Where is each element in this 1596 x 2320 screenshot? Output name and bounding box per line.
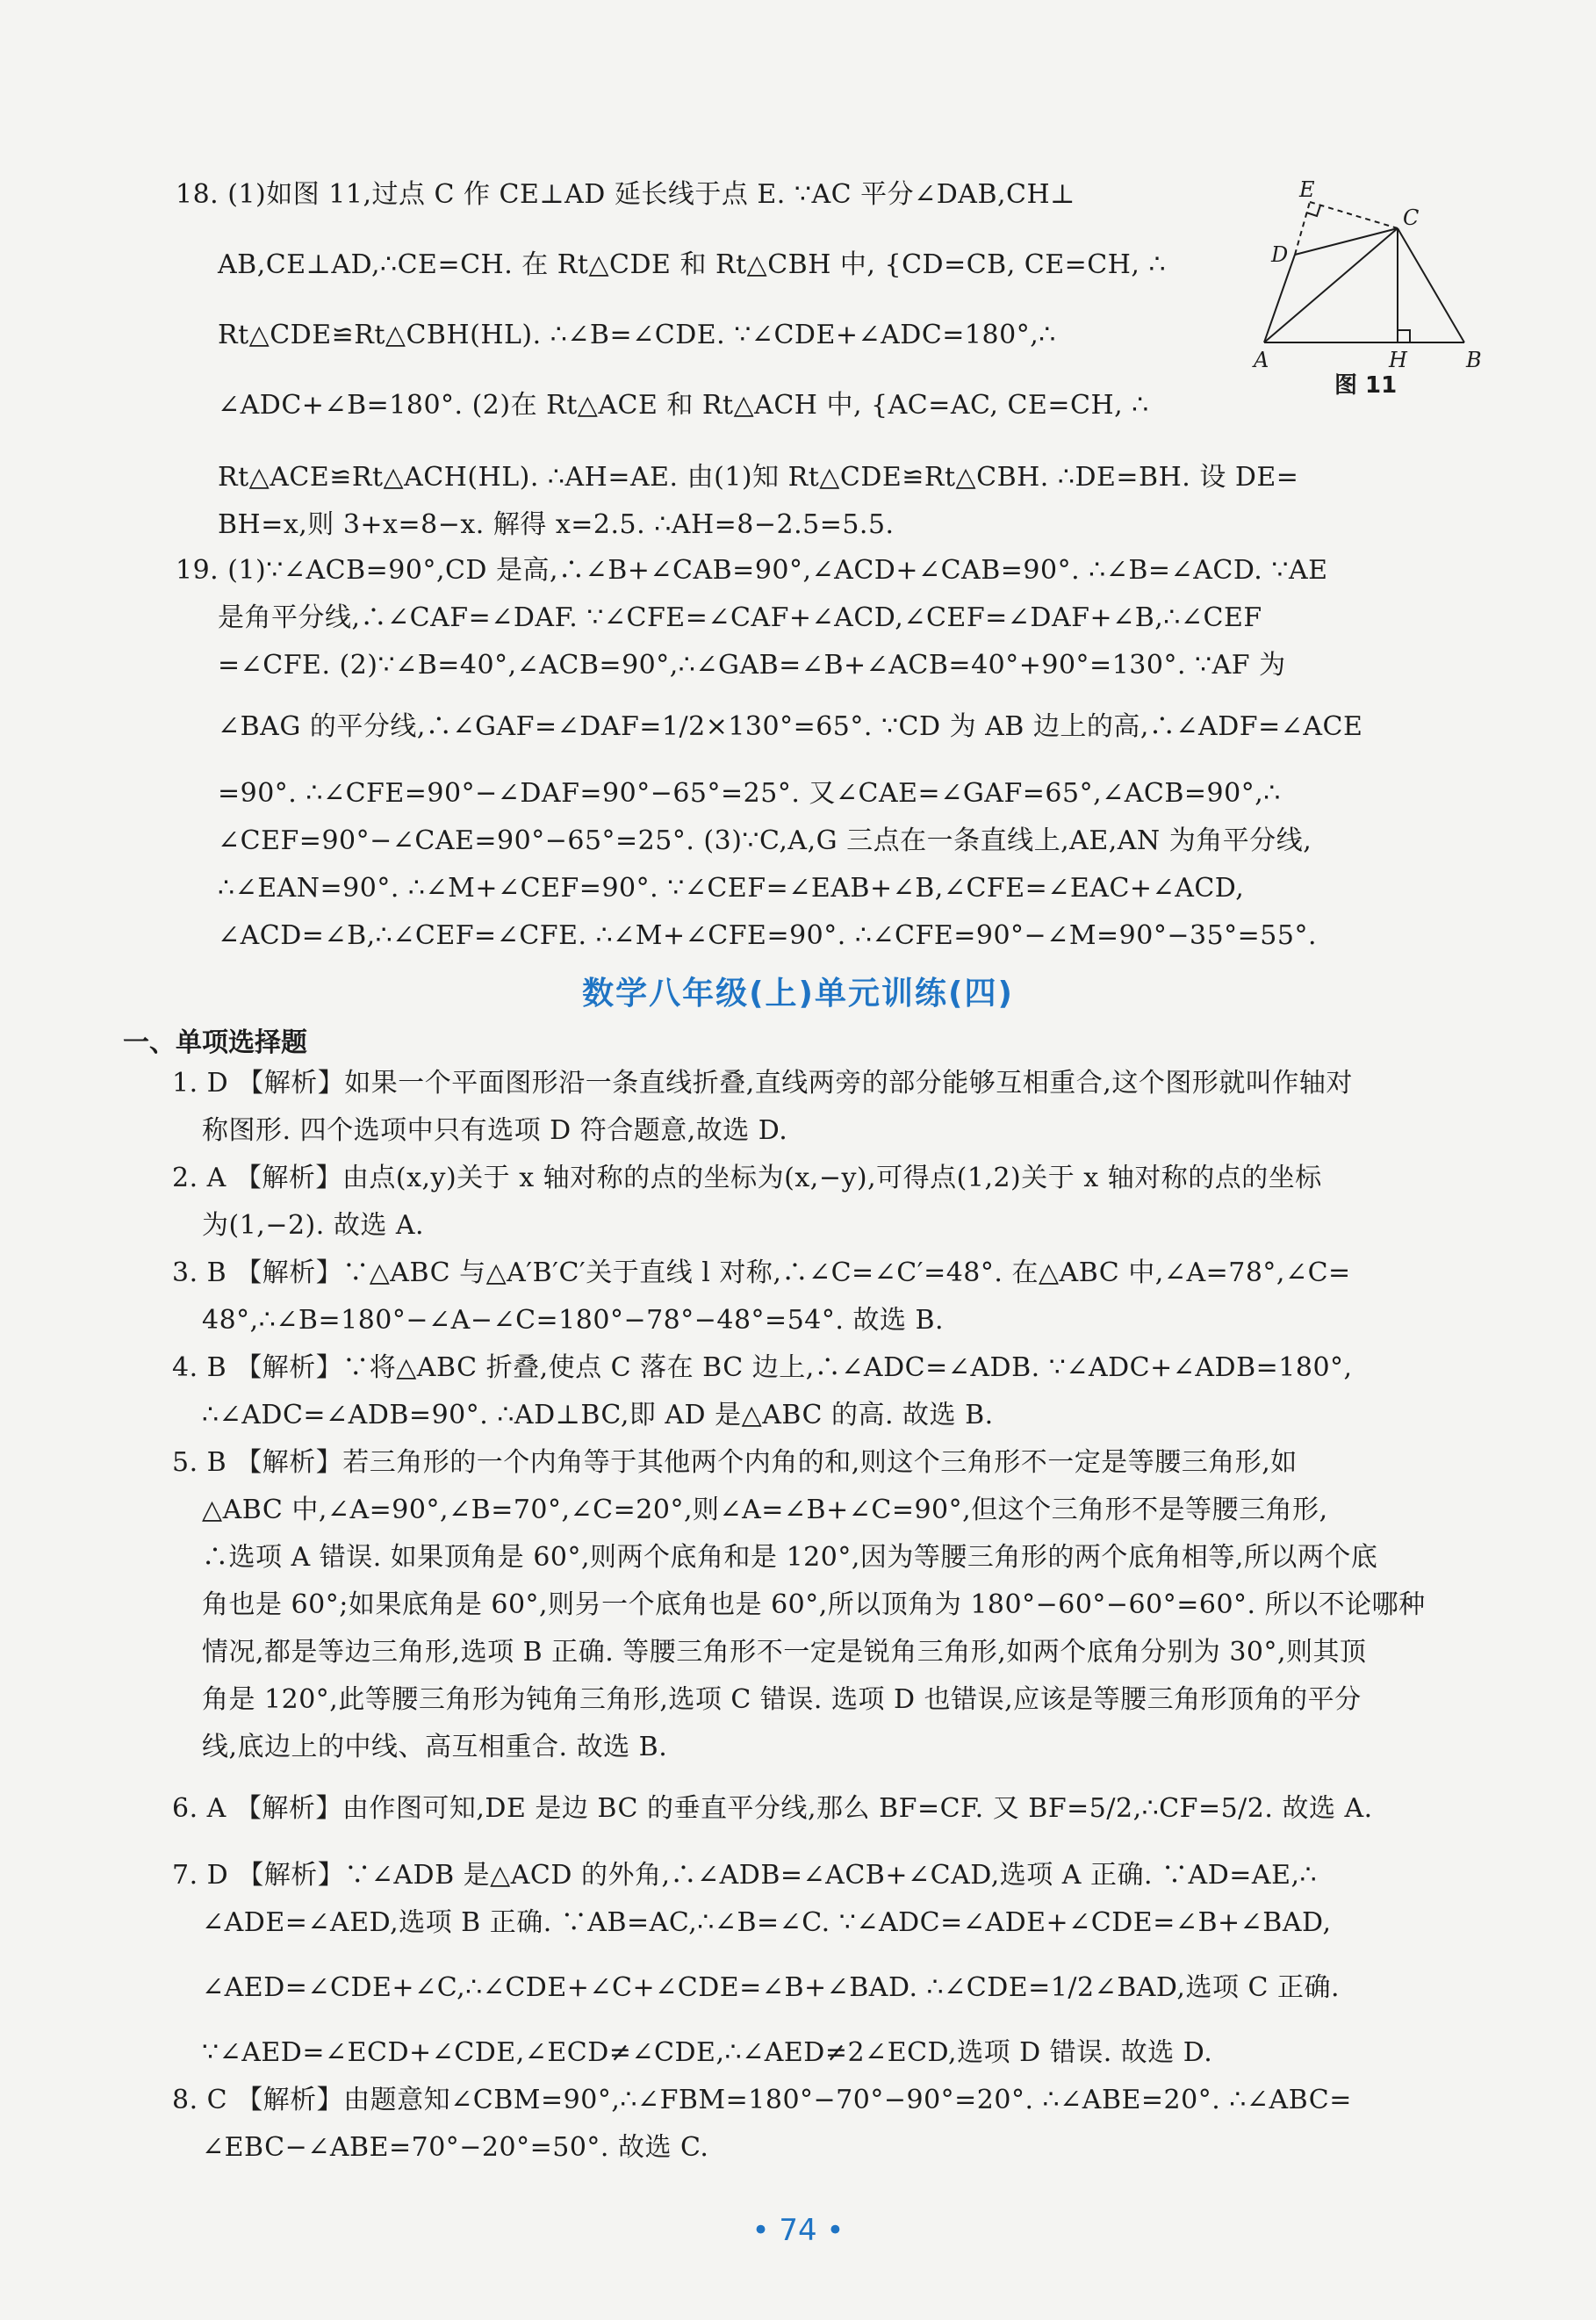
answer-1-line-1: 1. D 【解析】如果一个平面图形沿一条直线折叠,直线两旁的部分能够互相重合,这个图形就叫作轴对 [172,1068,1353,1099]
label-H: H [1389,348,1407,372]
label-D: D [1271,242,1289,267]
q19-line-3: =∠CFE. (2)∵∠B=40°,∠ACB=90°,∴∠GAB=∠B+∠ACB=40°+90°=130°. ∵AF 为 [218,650,1286,681]
q18-line-2: AB,CE⊥AD,∴CE=CH. 在 Rt△CDE 和 Rt△CBH 中, {CD=CB, CE=CH, ∴ [218,249,1167,280]
q18-line-3: Rt△CDE≌Rt△CBH(HL). ∴∠B=∠CDE. ∵∠CDE+∠ADC=180°,∴ [218,320,1056,350]
section-heading: 一、单项选择题 [123,1027,307,1058]
answer-1-line-2: 称图形. 四个选项中只有选项 D 符合题意,故选 D. [202,1115,788,1146]
answer-5-line-5: 情况,都是等边三角形,选项 B 正确. 等腰三角形不一定是锐角三角形,如两个底角分别为 30°,则其顶 [202,1637,1367,1668]
q19-line-6: ∠CEF=90°−∠CAE=90°−65°=25°. (3)∵C,A,G 三点在一条直线上,AE,AN 为角平分线, [218,825,1312,856]
answer-3-line-1: 3. B 【解析】∵△ABC 与△A′B′C′关于直线 l 对称,∴∠C=∠C′=48°. 在△ABC 中,∠A=78°,∠C= [172,1257,1351,1288]
q19-line-2: 是角平分线,∴∠CAF=∠DAF. ∵∠CFE=∠CAF+∠ACD,∠CEF=∠DAF+∠B,∴∠CEF [218,602,1262,633]
page-number: • 74 • [751,2213,845,2248]
answer-5-line-3: ∴选项 A 错误. 如果顶角是 60°,则两个底角和是 120°,因为等腰三角形的两个底角相等,所以两个底 [202,1542,1378,1573]
right-angle-H [1398,330,1410,342]
q19-line-8: ∠ACD=∠B,∴∠CEF=∠CFE. ∴∠M+∠CFE=90°. ∴∠CFE=90°−∠M=90°−35°=55°. [218,920,1317,951]
answer-8-line-2: ∠EBC−∠ABE=70°−20°=50°. 故选 C. [202,2132,709,2163]
answer-7-line-4: ∵∠AED=∠ECD+∠CDE,∠ECD≠∠CDE,∴∠AED≠2∠ECD,选项 D 错误. 故选 D. [202,2037,1213,2068]
q18-line-4: ∠ADC+∠B=180°. (2)在 Rt△ACE 和 Rt△ACH 中, {AC=AC, CE=CH, ∴ [218,390,1149,421]
q18-line-1: 18. (1)如图 11,过点 C 作 CE⊥AD 延长线于点 E. ∵AC 平分∠DAB,CH⊥ [176,179,1075,210]
line-CB [1398,228,1464,342]
q19-line-1: 19. (1)∵∠ACB=90°,CD 是高,∴∠B+∠CAB=90°,∠ACD+∠CAB=90°. ∴∠B=∠ACD. ∵AE [176,555,1328,586]
answer-4-line-1: 4. B 【解析】∵将△ABC 折叠,使点 C 落在 BC 边上,∴∠ADC=∠ADB. ∵∠ADC+∠ADB=180°, [172,1352,1353,1383]
answer-5-line-6: 角是 120°,此等腰三角形为钝角三角形,选项 C 错误. 选项 D 也错误,应该是等腰三角形顶角的平分 [202,1684,1362,1715]
answer-5-line-4: 角也是 60°;如果底角是 60°,则另一个底角也是 60°,所以顶角为 180°−60°−60°=60°. 所以不论哪种 [202,1589,1426,1620]
q19-line-7: ∴∠EAN=90°. ∴∠M+∠CEF=90°. ∵∠CEF=∠EAB+∠B,∠CFE=∠EAC+∠ACD, [218,873,1245,904]
q19-line-4: ∠BAG 的平分线,∴∠GAF=∠DAF=1/2×130°=65°. ∵CD 为 AB 边上的高,∴∠ADF=∠ACE [218,711,1363,742]
answer-5-line-7: 线,底边上的中线、高互相重合. 故选 B. [202,1732,668,1762]
answer-5-line-1: 5. B 【解析】若三角形的一个内角等于其他两个内角的和,则这个三角形不一定是等腰三角形,如 [172,1447,1298,1478]
q18-line-6: BH=x,则 3+x=8−x. 解得 x=2.5. ∴AH=8−2.5=5.5. [218,509,895,540]
label-A: A [1254,348,1269,372]
answer-4-line-2: ∴∠ADC=∠ADB=90°. ∴AD⊥BC,即 AD 是△ABC 的高. 故选 B. [202,1400,994,1430]
q19-line-5: =90°. ∴∠CFE=90°−∠DAF=90°−65°=25°. 又∠CAE=∠GAF=65°,∠ACB=90°,∴ [218,778,1281,809]
label-C: C [1403,205,1420,230]
answer-7-line-1: 7. D 【解析】∵∠ADB 是△ACD 的外角,∴∠ADB=∠ACB+∠CAD,选项 A 正确. ∵AD=AE,∴ [172,1860,1318,1891]
line-EC-dashed [1310,202,1398,228]
answer-2-line-2: 为(1,−2). 故选 A. [202,1210,425,1241]
unit-title: 数学八年级(上)单元训练(四) [582,976,1014,1012]
label-E: E [1299,177,1315,202]
answer-2-line-1: 2. A 【解析】由点(x,y)关于 x 轴对称的点的坐标为(x,−y),可得点(1,2)关于 x 轴对称的点的坐标 [172,1163,1322,1193]
answer-6-line-1: 6. A 【解析】由作图可知,DE 是边 BC 的垂直平分线,那么 BF=CF. 又 BF=5/2,∴CF=5/2. 故选 A. [172,1793,1373,1824]
figure-caption: 图 11 [1334,372,1398,399]
answer-8-line-1: 8. C 【解析】由题意知∠CBM=90°,∴∠FBM=180°−70°−90°=20°. ∴∠ABE=20°. ∴∠ABC= [172,2085,1352,2115]
line-DE-dashed [1295,202,1310,255]
answer-7-line-3: ∠AED=∠CDE+∠C,∴∠CDE+∠C+∠CDE=∠B+∠BAD. ∴∠CDE=1/2∠BAD,选项 C 正确. [202,1972,1341,2003]
q18-line-5: Rt△ACE≌Rt△ACH(HL). ∴AH=AE. 由(1)知 Rt△CDE≌Rt△CBH. ∴DE=BH. 设 DE= [218,462,1299,493]
label-B: B [1466,348,1482,372]
answer-3-line-2: 48°,∴∠B=180°−∠A−∠C=180°−78°−48°=54°. 故选 B. [202,1305,945,1336]
figure-11 [1247,176,1492,378]
answer-7-line-2: ∠ADE=∠AED,选项 B 正确. ∵AB=AC,∴∠B=∠C. ∵∠ADC=∠ADE+∠CDE=∠B+∠BAD, [202,1907,1332,1938]
answer-5-line-2: △ABC 中,∠A=90°,∠B=70°,∠C=20°,则∠A=∠B+∠C=90°,但这个三角形不是等腰三角形, [202,1495,1328,1525]
